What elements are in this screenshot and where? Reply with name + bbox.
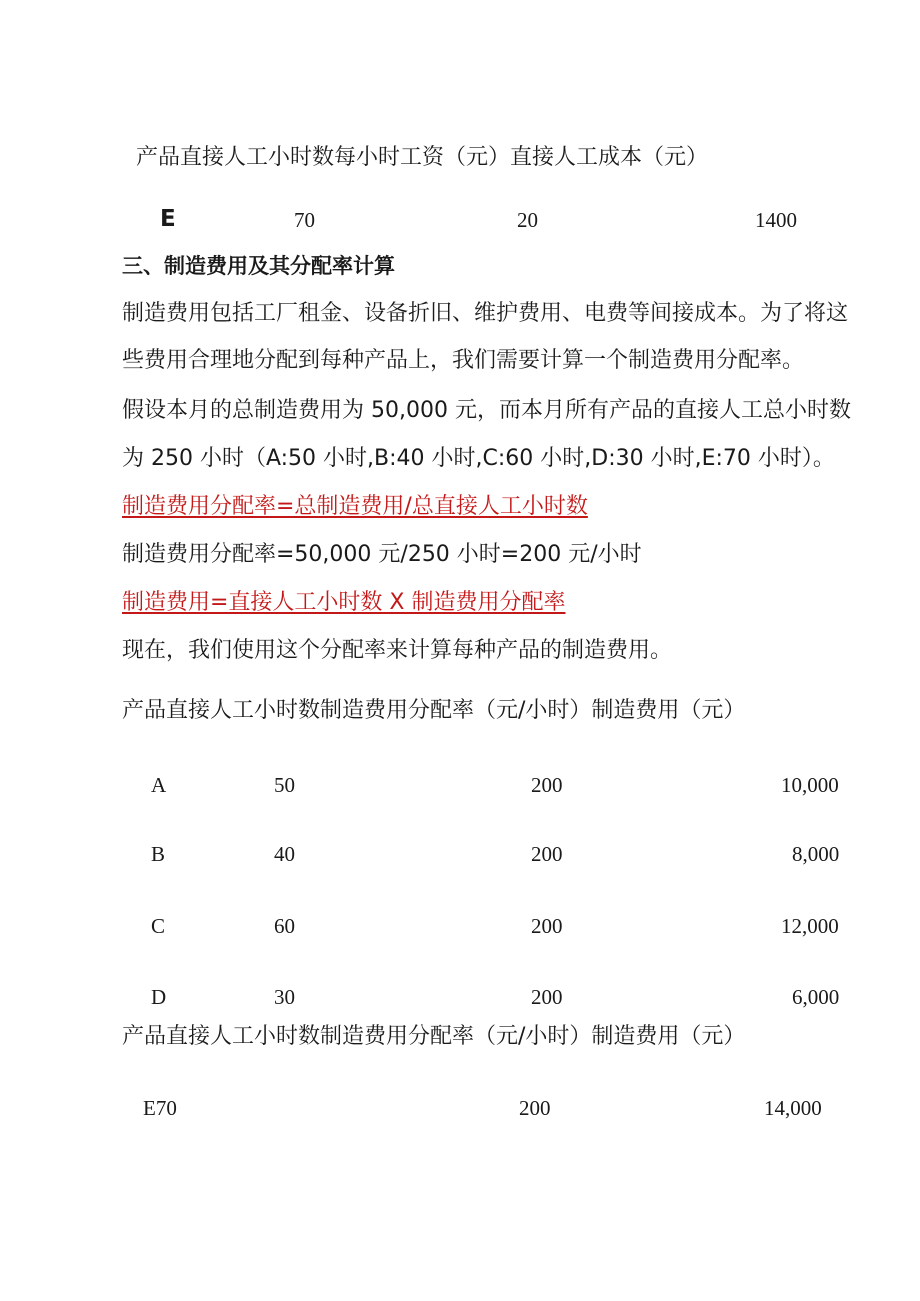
paragraph-2-line-1: 假设本月的总制造费用为 50,000 元，而本月所有产品的直接人工总小时数 bbox=[122, 398, 851, 423]
paragraph-1-line-1: 制造费用包括工厂租金、设备折旧、维护费用、电费等间接成本。为了将这 bbox=[122, 301, 849, 326]
row-d-hours: 30 bbox=[274, 985, 295, 1009]
table3-cost: 14,000 bbox=[764, 1096, 822, 1120]
table1-cost: 1400 bbox=[755, 208, 797, 232]
row-b-rate: 200 bbox=[531, 842, 563, 866]
row-d-product: D bbox=[151, 985, 167, 1009]
table3-rate: 200 bbox=[519, 1096, 551, 1120]
table1-header: 产品直接人工小时数每小时工资（元）直接人工成本（元） bbox=[136, 145, 709, 170]
row-d-rate: 200 bbox=[531, 985, 563, 1009]
row-b-hours: 40 bbox=[274, 842, 295, 866]
paragraph-1-line-2: 些费用合理地分配到每种产品上，我们需要计算一个制造费用分配率。 bbox=[122, 348, 805, 373]
row-a-product: A bbox=[151, 773, 167, 797]
row-a-hours: 50 bbox=[274, 773, 295, 797]
paragraph-2-line-2: 为 250 小时（A:50 小时,B:40 小时,C:60 小时,D:30 小时,E:70 小时）。 bbox=[122, 446, 835, 471]
row-b-product: B bbox=[151, 842, 166, 866]
row-c-cost: 12,000 bbox=[781, 914, 839, 938]
table1-hours: 70 bbox=[294, 208, 315, 232]
table1-wage: 20 bbox=[517, 208, 538, 232]
table3-product-hours: E70 bbox=[143, 1096, 177, 1120]
row-c-product: C bbox=[151, 914, 166, 938]
table2-header: 产品直接人工小时数制造费用分配率（元/小时）制造费用（元） bbox=[122, 698, 746, 723]
row-a-rate: 200 bbox=[531, 773, 563, 797]
row-a-cost: 10,000 bbox=[781, 773, 839, 797]
row-b-cost: 8,000 bbox=[792, 842, 840, 866]
section-heading: 三、制造费用及其分配率计算 bbox=[122, 254, 395, 278]
table3-header: 产品直接人工小时数制造费用分配率（元/小时）制造费用（元） bbox=[122, 1024, 746, 1049]
calculation-allocation-rate: 制造费用分配率=50,000 元/250 小时=200 元/小时 bbox=[122, 542, 642, 567]
formula-allocation-rate: 制造费用分配率=总制造费用/总直接人工小时数 bbox=[122, 494, 588, 519]
formula-overhead: 制造费用=直接人工小时数 X 制造费用分配率 bbox=[122, 590, 566, 615]
table1-product: E bbox=[160, 206, 176, 232]
row-c-rate: 200 bbox=[531, 914, 563, 938]
row-c-hours: 60 bbox=[274, 914, 295, 938]
row-d-cost: 6,000 bbox=[792, 985, 840, 1009]
intro-text: 现在，我们使用这个分配率来计算每种产品的制造费用。 bbox=[122, 638, 673, 663]
